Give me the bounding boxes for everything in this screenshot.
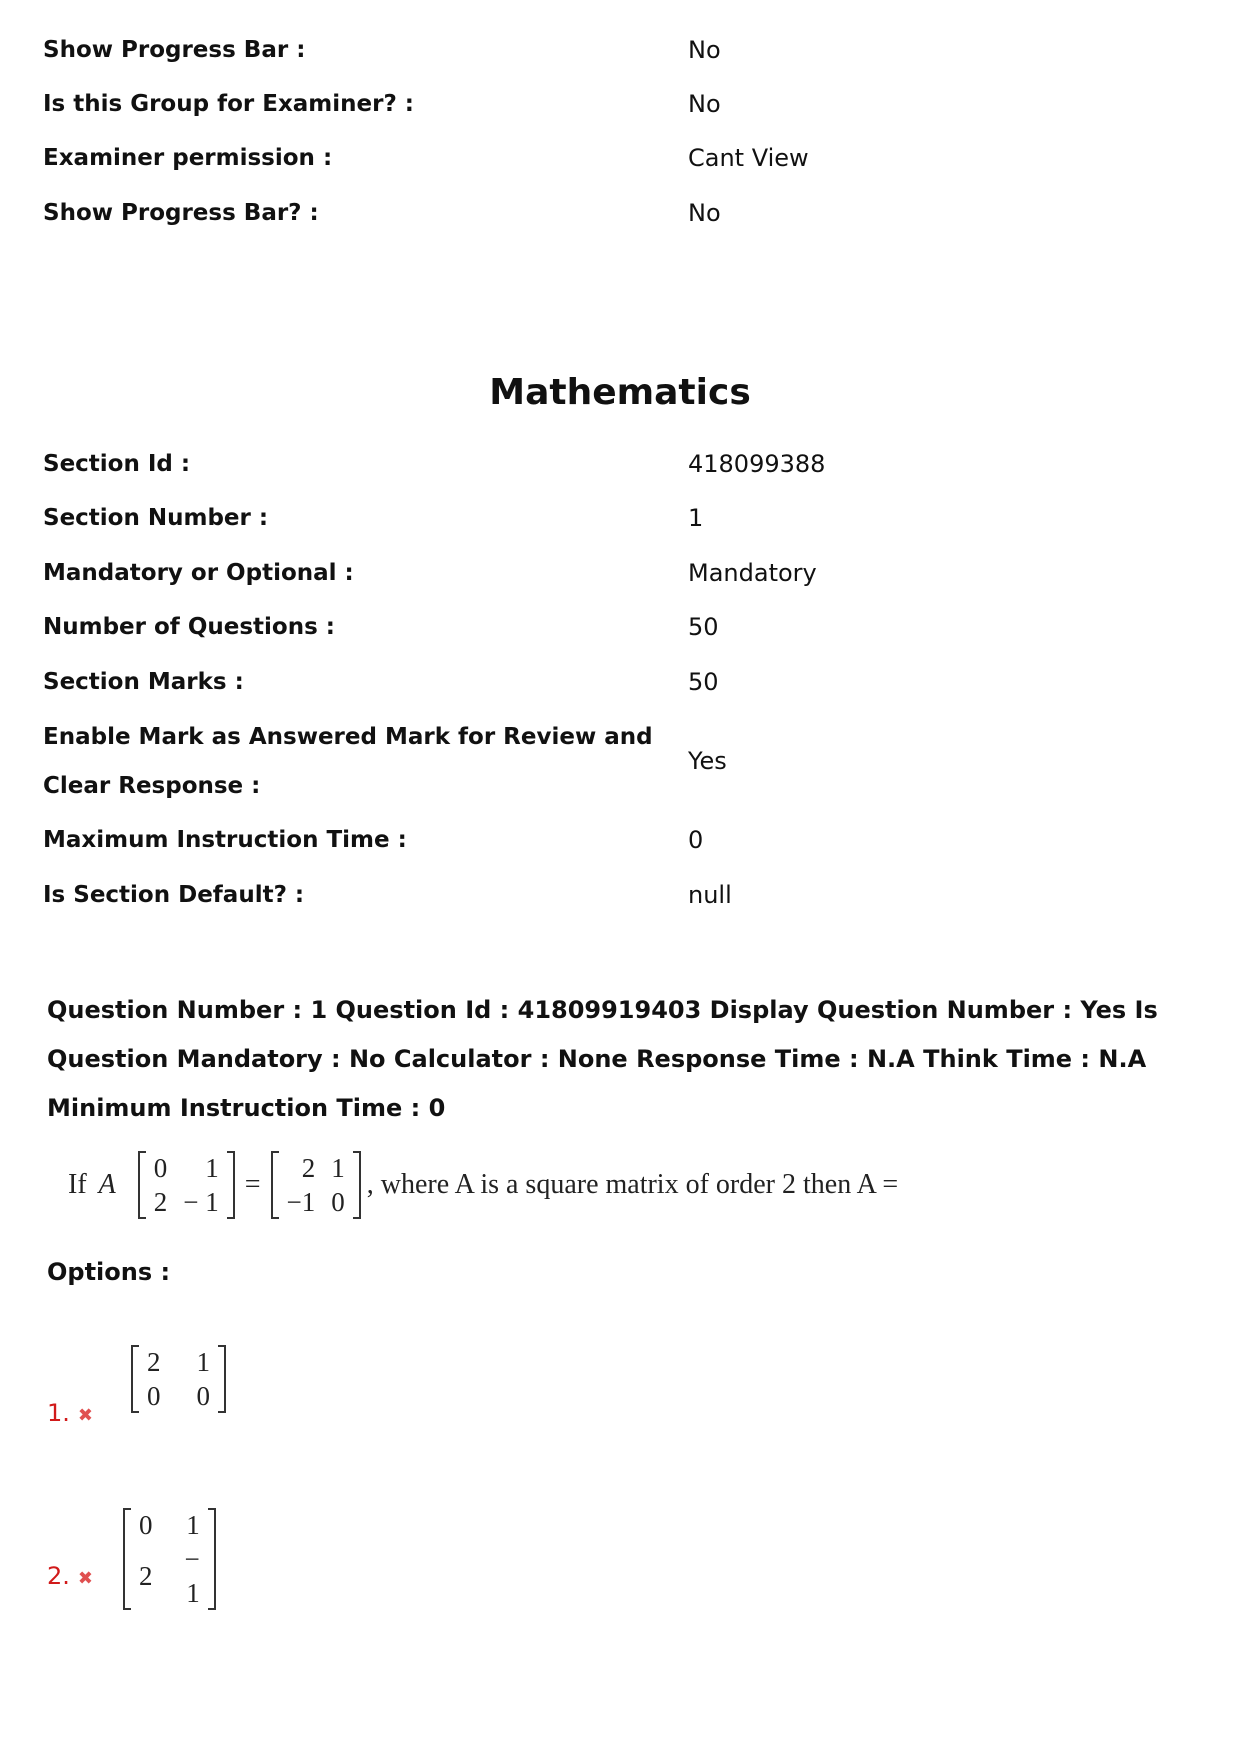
row-value: 50 bbox=[688, 613, 719, 641]
matrix-cell: 1 bbox=[331, 1153, 345, 1183]
row-value: 418099388 bbox=[688, 450, 826, 478]
stem-prefix: If bbox=[68, 1169, 87, 1200]
row-value: No bbox=[688, 90, 721, 118]
option-number: 1. bbox=[47, 1399, 70, 1427]
row-label: Is this Group for Examiner? : bbox=[43, 91, 415, 117]
matrix-cell: 1 bbox=[205, 1153, 219, 1183]
row-label: Examiner permission : bbox=[43, 145, 333, 171]
cross-icon: ✖ bbox=[77, 1405, 93, 1426]
row-value: No bbox=[688, 199, 721, 227]
row-label: Is Section Default? : bbox=[43, 882, 305, 908]
matrix-cell: 2 bbox=[147, 1347, 161, 1377]
bracket bbox=[353, 1151, 361, 1219]
row-label: Section Marks : bbox=[43, 669, 244, 695]
row-value: Cant View bbox=[688, 144, 809, 172]
question-stem bbox=[68, 1150, 898, 1220]
bracket bbox=[271, 1151, 279, 1219]
option-matrix bbox=[123, 1508, 216, 1610]
matrix-cell: 0 bbox=[147, 1381, 161, 1411]
row-label: Show Progress Bar : bbox=[43, 37, 306, 63]
matrix-cell: 0 bbox=[196, 1381, 210, 1411]
matrix-cell: − 1 bbox=[183, 1187, 219, 1217]
row-label: Section Number : bbox=[43, 505, 269, 531]
row-value: 0 bbox=[688, 826, 704, 854]
matrix-cell: 0 bbox=[153, 1153, 168, 1183]
matrix-right bbox=[271, 1151, 361, 1219]
row-label: Show Progress Bar? : bbox=[43, 200, 319, 226]
matrix-cell: 1 bbox=[196, 1347, 210, 1377]
row-value: Mandatory bbox=[688, 559, 817, 587]
row-label: Section Id : bbox=[43, 451, 191, 477]
stem-equals: = bbox=[244, 1169, 261, 1200]
matrix-cell: 0 bbox=[139, 1510, 153, 1540]
row-value: 1 bbox=[688, 504, 704, 532]
matrix-cell: 2 bbox=[301, 1153, 316, 1183]
row-value: null bbox=[688, 881, 732, 909]
matrix-cell: 1 bbox=[186, 1510, 200, 1540]
row-label: Mandatory or Optional : bbox=[43, 560, 354, 586]
bracket bbox=[218, 1345, 226, 1413]
matrix-left bbox=[138, 1151, 235, 1219]
matrix-cell: 2 bbox=[153, 1187, 168, 1217]
bracket bbox=[138, 1151, 146, 1219]
row-label: Number of Questions : bbox=[43, 614, 335, 640]
matrix-cell: 2 bbox=[139, 1561, 153, 1591]
bracket bbox=[123, 1508, 131, 1610]
bracket bbox=[227, 1151, 235, 1219]
option-number: 2. bbox=[47, 1562, 70, 1590]
row-label-line2: Clear Response : bbox=[43, 773, 261, 799]
bracket bbox=[208, 1508, 216, 1610]
row-label-line1: Enable Mark as Answered Mark for Review and bbox=[43, 724, 653, 750]
bracket bbox=[131, 1345, 139, 1413]
row-value: No bbox=[688, 36, 721, 64]
matrix-cell: 0 bbox=[331, 1187, 345, 1217]
stem-variable: A bbox=[98, 1169, 116, 1200]
row-label: Maximum Instruction Time : bbox=[43, 827, 407, 853]
matrix-cell: − 1 bbox=[184, 1544, 200, 1608]
matrix-cell: −1 bbox=[286, 1187, 316, 1217]
option-matrix bbox=[131, 1345, 226, 1413]
cross-icon: ✖ bbox=[77, 1568, 93, 1589]
question-header: Question Number : 1 Question Id : 41809919403 Display Question Number : Yes Is Question Mandatory : No Calculator : None Response Time : N.A Think Time : N.A Minimum Instruction Time : 0 bbox=[47, 996, 1158, 1122]
options-label: Options : bbox=[47, 1258, 171, 1286]
row-value: 50 bbox=[688, 668, 719, 696]
section-title: Mathematics bbox=[489, 372, 751, 413]
stem-suffix: , where A is a square matrix of order 2 then A = bbox=[366, 1169, 899, 1200]
row-value: Yes bbox=[688, 747, 727, 775]
